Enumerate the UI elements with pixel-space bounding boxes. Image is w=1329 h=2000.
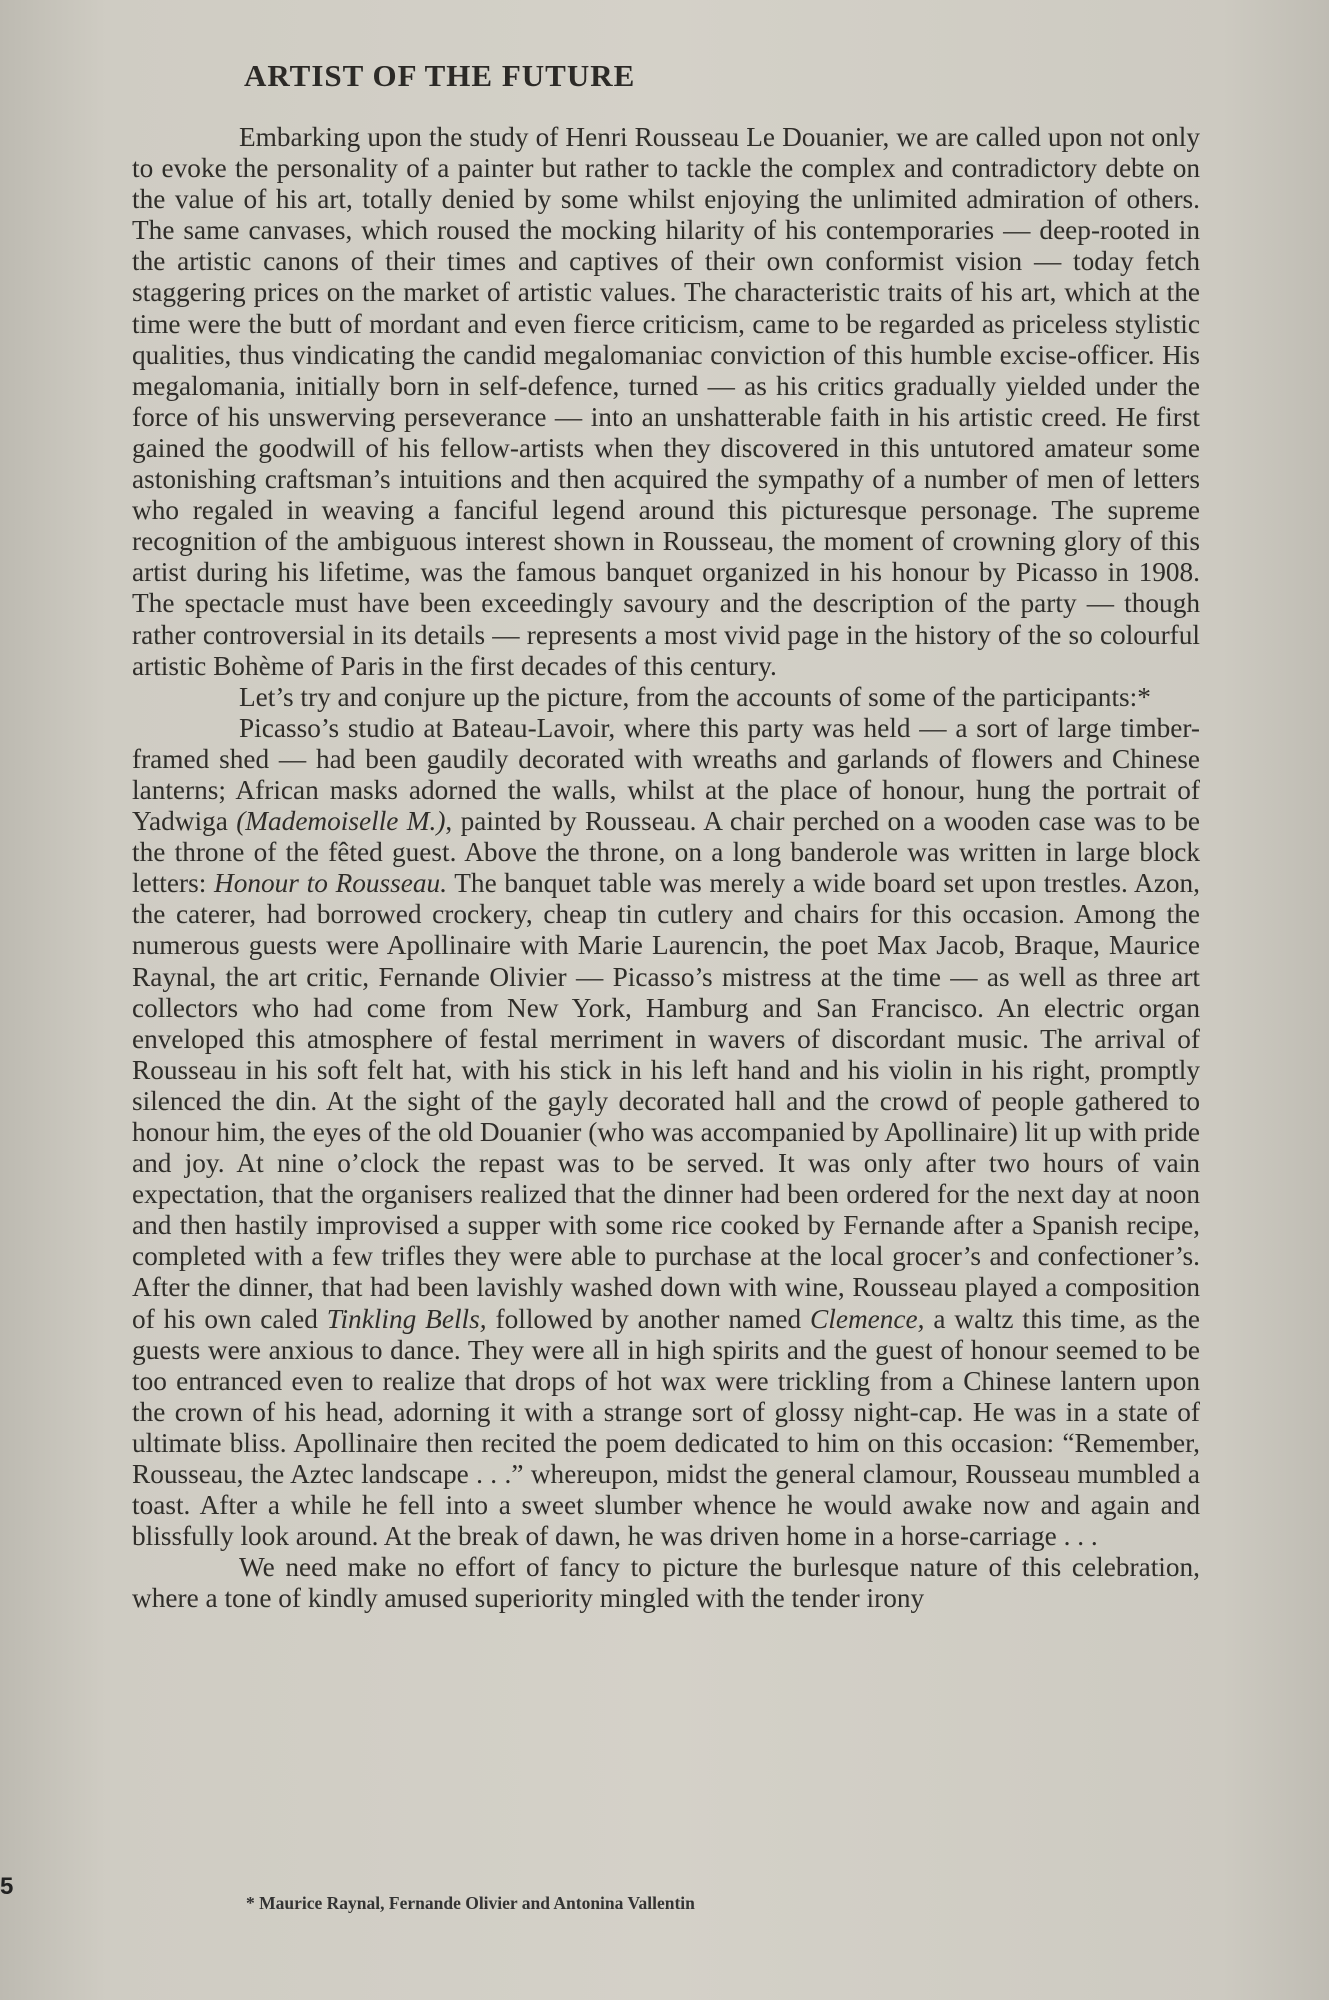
- text-run: Picasso’s studio at Bateau-Lavoir, where this party was held — a sort of large timber-framed shed — had been gaudily decorated with wreaths and garlands of flowers and Chinese lanterns; African masks adorned the walls, whilst at the place of honour, hung the portrait of Yadwiga: [132, 712, 1200, 837]
- page-title: ARTIST OF THE FUTURE: [244, 58, 636, 93]
- page-number: 5: [0, 1873, 14, 1900]
- italic-title-clemence: Clemence,: [810, 1303, 925, 1334]
- body-text: [132, 122, 1200, 1615]
- paragraph-1: Embarking upon the study of Henri Rousseau Le Douanier, we are called upon not only to evoke the personality of a painter but rather to tackle the complex and contradictory debte on the value of his art, totally denied by some whilst enjoying the unlimited admiration of others. The same canvases, which roused the mocking hilarity of his contemporaries — deep-rooted in the artistic canons of their times and captives of their own conformist vision — today fetch staggering prices on the market of artistic values. The characteristic traits of his art, which at the time were the butt of mordant and even fierce criticism, came to be regarded as priceless stylistic qualities, thus vindicating the candid megalomaniac conviction of this humble excise-officer. His megalomania, initially born in self-defence, turned — as his critics gradually yielded under the force of his unswerving perseverance — into an unshatterable faith in his artistic creed. He first gained the goodwill of his fellow-artists when they discovered in this untutored amateur some astonishing craftsman’s intuitions and then acquired the sympathy of a number of men of letters who regaled in weaving a fanciful legend around this picturesque personage. The supreme recognition of the ambiguous interest shown in Rousseau, the moment of crowning glory of this artist during his lifetime, was the famous banquet organized in his honour by Picasso in 1908. The spectacle must have been exceedingly savoury and the description of the party — though rather controversial in its details — represents a most vivid page in the history of the so colourful artistic Bohème of Paris in the first decades of this century.: [132, 122, 1200, 681]
- text-run: The banquet table was merely a wide board set upon trestles. Azon, the caterer, had borrowed crockery, cheap tin cutlery and chairs for this occasion. Among the numerous guests were Apollinaire with Marie Laurencin, the poet Max Jacob, Braque, Maurice Raynal, the art critic, Fernande Olivier — Picasso’s mistress at the time — as well as three art collectors who had come from New York, Hamburg and San Francisco. An electric organ enveloped this atmosphere of festal merriment in wavers of discordant music. The arrival of Rousseau in his soft felt hat, with his stick in his left hand and his violin in his right, promptly silenced the din. At the sight of the gayly decorated hall and the crowd of people gathered to honour him, the eyes of the old Douanier (who was accompanied by Apollinaire) lit up with pride and joy. At nine o’clock the repast was to be served. It was only after two hours of vain expectation, that the organisers realized that the dinner had been ordered for the next day at noon and then hastily improvised a supper with some rice cooked by Fernande after a Spanish recipe, completed with a few trifles they were able to purchase at the local grocer’s and confectioner’s. After the dinner, that had been lavishly washed down with wine, Rousseau played a composition of his own caled: [132, 868, 1200, 1334]
- text-run: a waltz this time, as the guests were anxious to dance. They were all in high spirits and the guest of honour seemed to be too entranced even to realize that drops of hot wax were trickling from a Chinese lantern upon the crown of his head, adorning it with a strange sort of glossy night-cap. He was in a state of ultimate bliss. Apollinaire then recited the poem dedicated to him on this occasion: “Remember, Rousseau, the Aztec landscape . . .” whereupon, midst the general clamour, Rousseau mumbled a toast. After a while he fell into a sweet slumber whence he would awake now and again and blissfully look around. At the break of dawn, he was driven home in a horse-carriage . . .: [132, 1303, 1201, 1552]
- italic-title-tinkling-bells: Tinkling Bells,: [326, 1303, 487, 1334]
- italic-title-mademoiselle-m: (Mademoiselle M.): [236, 806, 446, 837]
- paragraph-2: Let’s try and conjure up the picture, from the accounts of some of the participants:*: [239, 681, 1151, 712]
- italic-banderole-text: Honour to Rousseau.: [214, 868, 448, 899]
- footnote: * Maurice Raynal, Fernande Olivier and Antonina Vallentin: [246, 1893, 695, 1913]
- paragraph-3: [132, 713, 1200, 1553]
- text-run: followed by another named: [486, 1303, 811, 1334]
- text-run: , painted by Rousseau. A chair perched on a wooden case was to be the throne of the fêted guest. Above the throne, on a long banderole was written in large block letters:: [132, 806, 1201, 899]
- paragraph-4: We need make no effort of fancy to picture the burlesque nature of this celebration, where a tone of kindly amused superiority mingled with the tender irony: [132, 1552, 1200, 1614]
